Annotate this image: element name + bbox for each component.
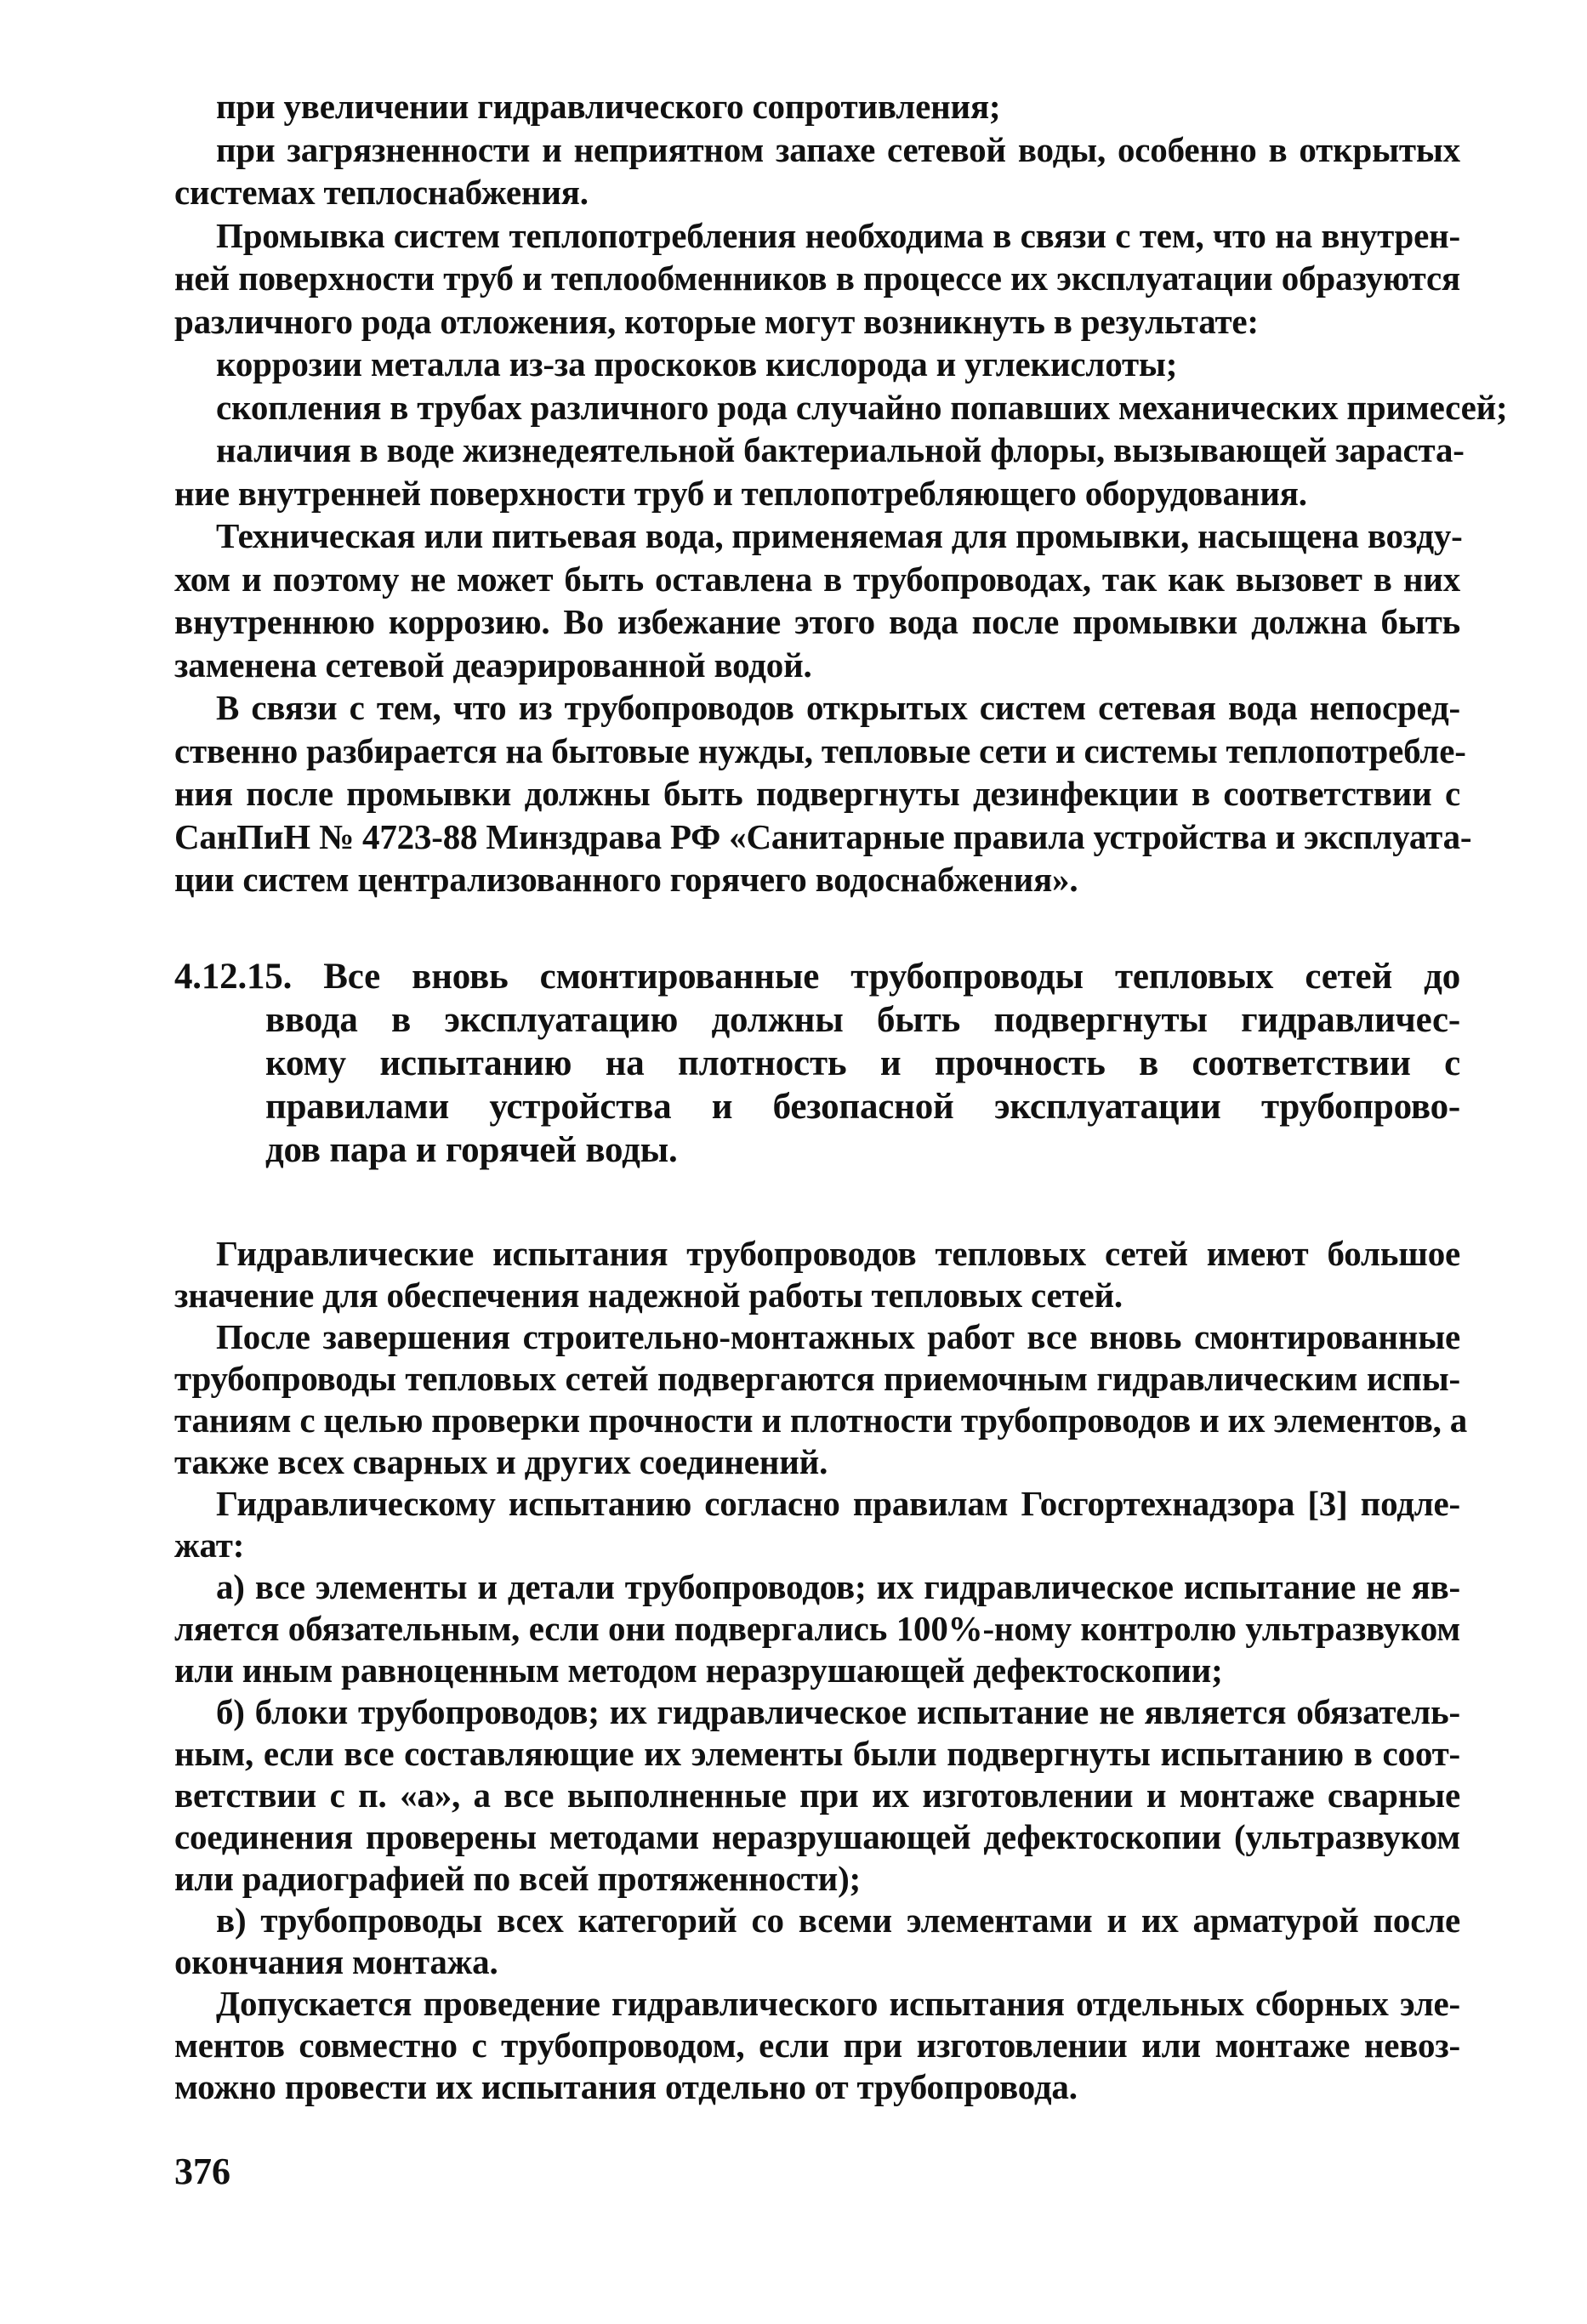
text-line: ния после промывки должны быть подвергнуты дезинфекции в соответствии с — [174, 774, 1460, 813]
text-line: б) блоки трубопроводов; их гидравлическое испытание не является обязатель- — [216, 1692, 1460, 1731]
text-line: ней поверхности труб и теплообменников в процессе их эксплуатации образуются — [174, 259, 1460, 298]
heading-line: 4.12.15. Все вновь смонтированные трубопроводы тепловых сетей до — [174, 957, 1460, 997]
paragraph — [174, 514, 1463, 686]
text-line: трубопроводы тепловых сетей подвергаются приемочным гидравлическим испы- — [174, 1359, 1460, 1398]
heading-line: кому испытанию на плотность и прочность в соответствии с — [265, 1043, 1460, 1083]
text-line: значение для обеспечения надежной работы тепловых сетей. — [174, 1276, 1123, 1315]
text-line: при загрязненности и неприятном запахе сетевой воды, особенно в открытых — [216, 129, 1460, 169]
paragraph — [174, 128, 1460, 214]
text-line: хом и поэтому не может быть оставлена в трубопроводах, так как вызовет в них — [174, 559, 1460, 599]
page-number: 376 — [174, 2151, 230, 2192]
body-text-top — [174, 85, 1508, 901]
text-line: коррозии металла из-за проскоков кислорода и углекислоты; — [216, 344, 1178, 384]
paragraph — [174, 1691, 1460, 1900]
text-line: ляется обязательным, если они подвергались 100%-ному контролю ультразвуком — [174, 1609, 1460, 1648]
text-line: ветствии с п. «а», а все выполненные при их изготовлении и монтаже сварные — [174, 1776, 1460, 1815]
text-line: или иным равноценным методом неразрушающей дефектоскопии; — [174, 1651, 1223, 1690]
text-line: различного рода отложения, которые могут возникнуть в результате: — [174, 301, 1259, 341]
text-line: или радиографией по всей протяженности); — [174, 1859, 861, 1898]
text-line: а) все элементы и детали трубопроводов; их гидравлическое испытание не яв- — [216, 1567, 1460, 1606]
text-line: ментов совместно с трубопроводом, если при изготовлении или монтаже невоз- — [174, 2026, 1460, 2065]
text-line: Гидравлическому испытанию согласно правилам Госгортехнадзора [3] подле- — [216, 1484, 1460, 1523]
text-line: системах теплоснабжения. — [174, 173, 589, 212]
paragraph — [174, 85, 1460, 128]
text-line: ственно разбирается на бытовые нужды, тепловые сети и системы теплопотребле- — [174, 730, 1466, 770]
text-line: окончания монтажа. — [174, 1942, 498, 1981]
text-line: ние внутренней поверхности труб и теплопотребляющего оборудования. — [174, 473, 1307, 513]
heading-line: ввода в эксплуатацию должны быть подвергнуты гидравличес- — [265, 1000, 1460, 1040]
paragraph — [174, 386, 1508, 429]
paragraph — [174, 1316, 1468, 1483]
text-line: при увеличении гидравлического сопротивления; — [216, 87, 1001, 126]
text-line: скопления в трубах различного рода случайно попавших механических примесей; — [216, 387, 1508, 427]
heading-line: дов пара и горячей воды. — [265, 1130, 678, 1170]
text-line: жат: — [174, 1526, 245, 1565]
text-line: После завершения строительно-монтажных работ все вновь смонтированные — [216, 1317, 1460, 1356]
paragraph — [174, 1900, 1460, 1983]
paragraph — [174, 1483, 1460, 1566]
text-line: Промывка систем теплопотребления необходима в связи с тем, что на внутрен- — [216, 215, 1460, 255]
text-line: в) трубопроводы всех категорий со всеми элементами и их арматурой после — [216, 1901, 1460, 1940]
text-line: Техническая или питьевая вода, применяемая для промывки, насыщена возду- — [216, 516, 1463, 555]
paragraph — [174, 1233, 1460, 1316]
text-line: ным, если все составляющие их элементы были подвергнуты испытанию в соот- — [174, 1734, 1460, 1773]
text-line: также всех сварных и других соединений. — [174, 1442, 828, 1481]
text-line: ции систем централизованного горячего водоснабжения». — [174, 860, 1078, 899]
text-line: заменена сетевой деаэрированной водой. — [174, 645, 812, 685]
paragraph — [174, 686, 1472, 901]
paragraph — [174, 343, 1460, 386]
text-line: таниям с целью проверки прочности и плотности трубопроводов и их элементов, а — [174, 1401, 1468, 1440]
text-line: внутреннюю коррозию. Во избежание этого вода после промывки должна быть — [174, 602, 1460, 641]
paragraph — [174, 429, 1465, 514]
text-line: СанПиН № 4723-88 Минздрава РФ «Санитарные правила устройства и эксплуата- — [174, 816, 1472, 856]
heading-line: правилами устройства и безопасной эксплуатации трубопрово- — [265, 1087, 1460, 1127]
text-line: В связи с тем, что из трубопроводов открытых систем сетевая вода непосред- — [216, 688, 1460, 727]
text-line: Допускается проведение гидравлического испытания отдельных сборных эле- — [216, 1984, 1460, 2023]
text-line: Гидравлические испытания трубопроводов тепловых сетей имеют большое — [216, 1234, 1460, 1273]
section-heading-4-12-15 — [174, 955, 1460, 1172]
text-line: можно провести их испытания отдельно от трубопровода. — [174, 2067, 1078, 2106]
paragraph — [174, 1566, 1460, 1691]
text-line: наличия в воде жизнедеятельной бактериальной флоры, вызывающей зараста- — [216, 430, 1465, 469]
text-line: соединения проверены методами неразрушающей дефектоскопии (ультразвуком — [174, 1817, 1460, 1856]
paragraph — [174, 214, 1460, 344]
body-text-bottom — [174, 1233, 1468, 2108]
paragraph — [174, 1983, 1460, 2108]
